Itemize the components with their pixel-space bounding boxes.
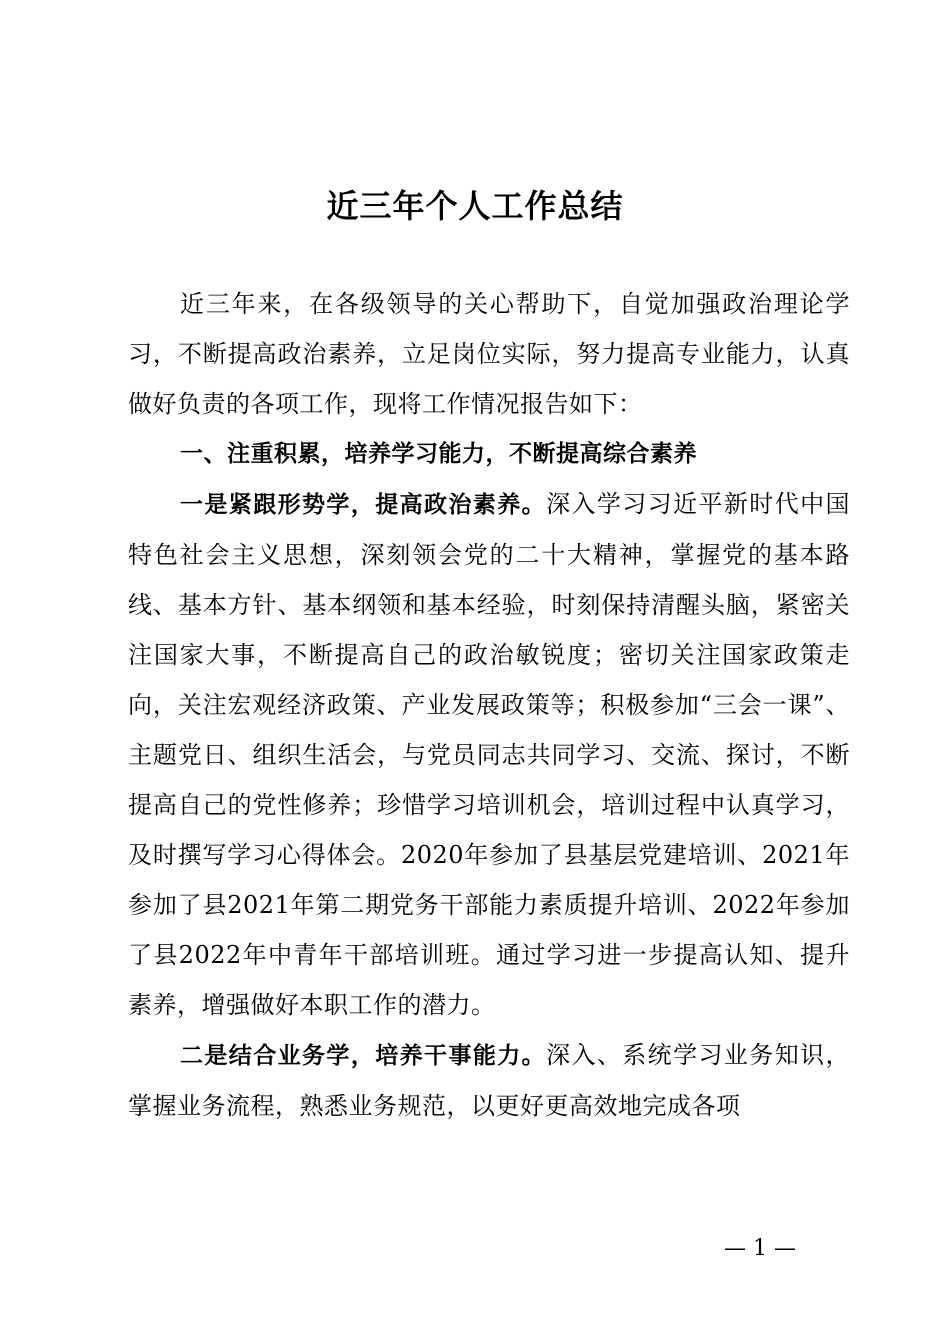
section-item-paragraph [128,1030,850,1131]
page-number: — 1 — [724,1236,796,1261]
item-lead: 二是结合业务学，培养干事能力。 [180,1043,547,1069]
item-lead: 一是紧跟形势学，提高政治素养。 [180,492,547,518]
item-text: 深入学习习近平新时代中国特色社会主义思想，深刻领会党的二十大精神，掌握党的基本路线、基本方针、基本纲领和基本经验，时刻保持清醒头脑，紧密关注国家大事，不断提高自己的政治敏锐度；密切关注国家政策走向，关注宏观经济政策、产业发展政策等；积极参加“三会一课”、主题党日、组织生活会，与党员同志共同学习、交流、探讨，不断提高自己的党性修养；珍惜学习培训机会，培训过程中认真学习，及时撰写学习心得体会。2020年参加了县基层党建培训、2021年参加了县2021年第二期党务干部能力素质提升培训、2022年参加了县2022年中青年干部培训班。通过学习进一步提高认知、提升素养，增强做好本职工作的潜力。 [128,490,851,1019]
document-body [128,279,850,1131]
section-item-paragraph [128,479,850,1030]
section-heading: 一、注重积累，培养学习能力，不断提高综合素养 [180,441,697,467]
document-title: 近三年个人工作总结 [326,187,624,225]
item-text: 深入、系统学习业务知识，掌握业务流程，熟悉业务规范，以更好更高效地完成各项 [128,1041,851,1120]
intro-paragraph: 近三年来，在各级领导的关心帮助下，自觉加强政治理论学习，不断提高政治素养，立足岗位实际，努力提高专业能力，认真做好负责的各项工作，现将工作情况报告如下： [128,290,850,418]
